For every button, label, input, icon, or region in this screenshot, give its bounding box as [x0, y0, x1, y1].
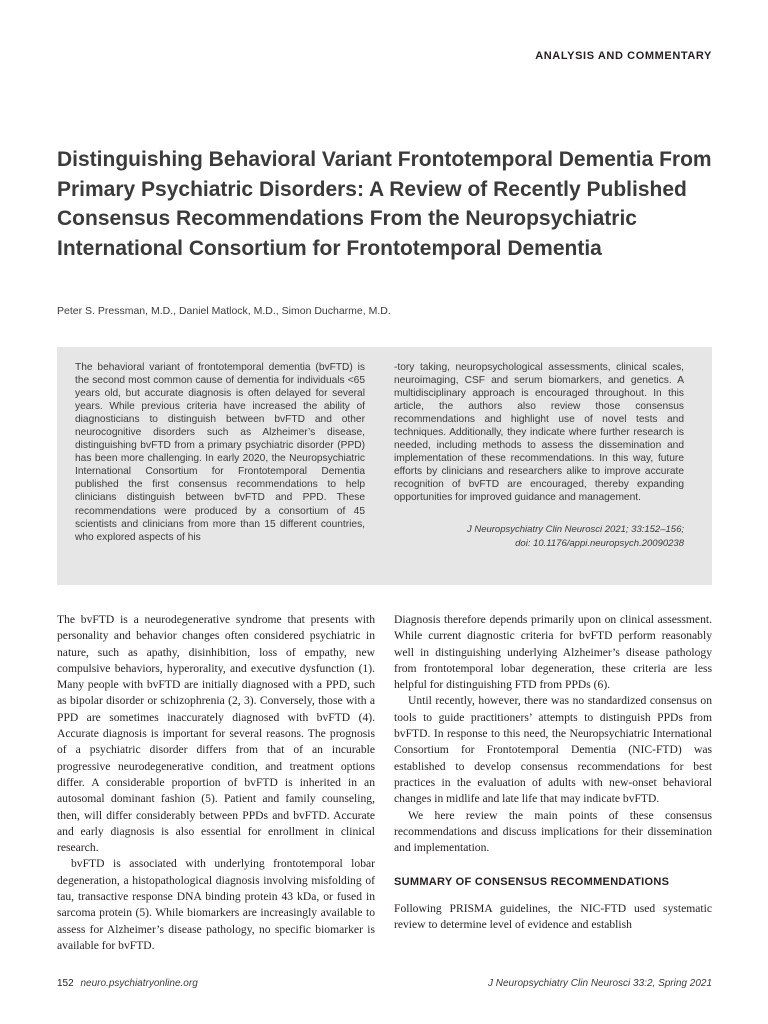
- section-label: ANALYSIS AND COMMENTARY: [535, 50, 712, 62]
- abstract-right-column: [394, 361, 684, 551]
- section-heading: SUMMARY OF CONSENSUS RECOMMENDATIONS: [394, 876, 670, 889]
- footer-left: [57, 978, 198, 989]
- body-paragraph: The bvFTD is a neurodegenerative syndrome that presents with personality and behavior changes often considered psychiatric in nature, such as apathy, disinhibition, loss of empathy, new compulsive behaviors, hyperorality, and executive dysfunction (1). Many people with bvFTD are initially diagnosed with a PPD, such as bipolar disorder or schizophrenia (2, 3). Conversely, those with a PPD are sometimes inaccurately diagnosed with bvFTD (4). Accurate diagnosis is important for several reasons. The prognosis of a psychiatric disorder differs from that of an incurable progressive neurodegenerative condition, and treatment options differ. A considerable proportion of bvFTD is inherited in an autosomal dominant fashion (5). Patient and family counseling, then, will differ considerably between PPDs and bvFTD. Accurate and early diagnosis is also essential for enrollment in clinical research.: [57, 613, 375, 855]
- body-left-column: [57, 612, 375, 954]
- body-paragraph: bvFTD is associated with underlying frontotemporal lobar degeneration, a histopathological diagnosis involving misfolding of tau, transactive response DNA binding protein 43 kDa, or fused in sarcoma protein (5). While biomarkers are increasingly available to assess for Alzheimer’s disease pathology, no specific biomarker is available for bvFTD.: [57, 857, 375, 952]
- page-number: 152: [57, 978, 74, 989]
- body-paragraph: Diagnosis therefore depends primarily upon on clinical assessment. While current diagnostic criteria for bvFTD perform reasonably well in distinguishing underlying Alzheimer’s disease pathology from frontotemporal lobar degeneration, these criteria are less helpful for distinguishing FTD from PPDs (6).: [394, 613, 712, 692]
- body-paragraph: We here review the main points of these consensus recommendations and discuss implications for their dissemination and implementation.: [394, 808, 712, 855]
- abstract-left-column: [75, 361, 365, 544]
- article-title: Distinguishing Behavioral Variant Frontotemporal Dementia From Primary Psychiatric Disorders: A Review of Recently Published Consensus Recommendations From the Neuropsychiatric International Consortium for Frontotemporal Dementia: [57, 148, 712, 260]
- article-authors: Peter S. Pressman, M.D., Daniel Matlock, M.D., Simon Ducharme, M.D.: [57, 305, 391, 317]
- citation-line-1: J Neuropsychiatry Clin Neurosci 2021; 33:152–156;: [466, 523, 684, 535]
- citation: [394, 523, 684, 551]
- abstract-right-text: -tory taking, neuropsychological assessments, clinical scales, neuroimaging, CSF and serum biomarkers, and genetics. A multidisciplinary approach is encouraged throughout. In this article, the authors also review those consensus recommendations and highlight use of novel tests and techniques. Additionally, they indicate where further research is needed, including methods to assess the dissemination and implementation of these recommendations. In this way, future efforts by clinicians and researchers alike to improve accurate recognition of bvFTD are encouraged, thereby expanding opportunities for improved guidance and management.: [394, 362, 684, 504]
- footer-site-link[interactable]: neuro.psychiatryonline.org: [80, 978, 198, 989]
- footer-journal-reference: J Neuropsychiatry Clin Neurosci 33:2, Spring 2021: [488, 978, 712, 989]
- body-right-column: [394, 612, 712, 933]
- body-paragraph: Until recently, however, there was no standardized consensus on tools to guide practitioners’ attempts to distinguish PPDs from bvFTD. In response to this need, the Neuropsychiatric International Consortium for Frontotemporal Dementia (NIC-FTD) was established to develop consensus recommendations for best practices in the evaluation of adults with new-onset behavioral changes in midlife and late life that may indicate bvFTD.: [394, 694, 712, 806]
- abstract-left-text: The behavioral variant of frontotemporal dementia (bvFTD) is the second most common cause of dementia for individuals <65 years old, but accurate diagnosis is often delayed for several years. While previous criteria have increased the ability of diagnosticians to distinguish between bvFTD and other neurocognitive disorders such as Alzheimer’s disease, distinguishing bvFTD from a primary psychiatric disorder (PPD) has been more challenging. In early 2020, the Neuropsychiatric International Consortium for Frontotemporal Dementia published the first consensus recommendations to help clinicians distinguish between bvFTD and PPD. These recommendations were produced by a consortium of 45 scientists and clinicians from more than 15 different countries, who explored aspects of his: [75, 362, 365, 543]
- body-paragraph: Following PRISMA guidelines, the NIC-FTD used systematic review to determine level of evidence and establish: [394, 901, 712, 932]
- abstract-box: [57, 347, 712, 585]
- citation-doi: doi: 10.1176/appi.neuropsych.20090238: [515, 537, 684, 549]
